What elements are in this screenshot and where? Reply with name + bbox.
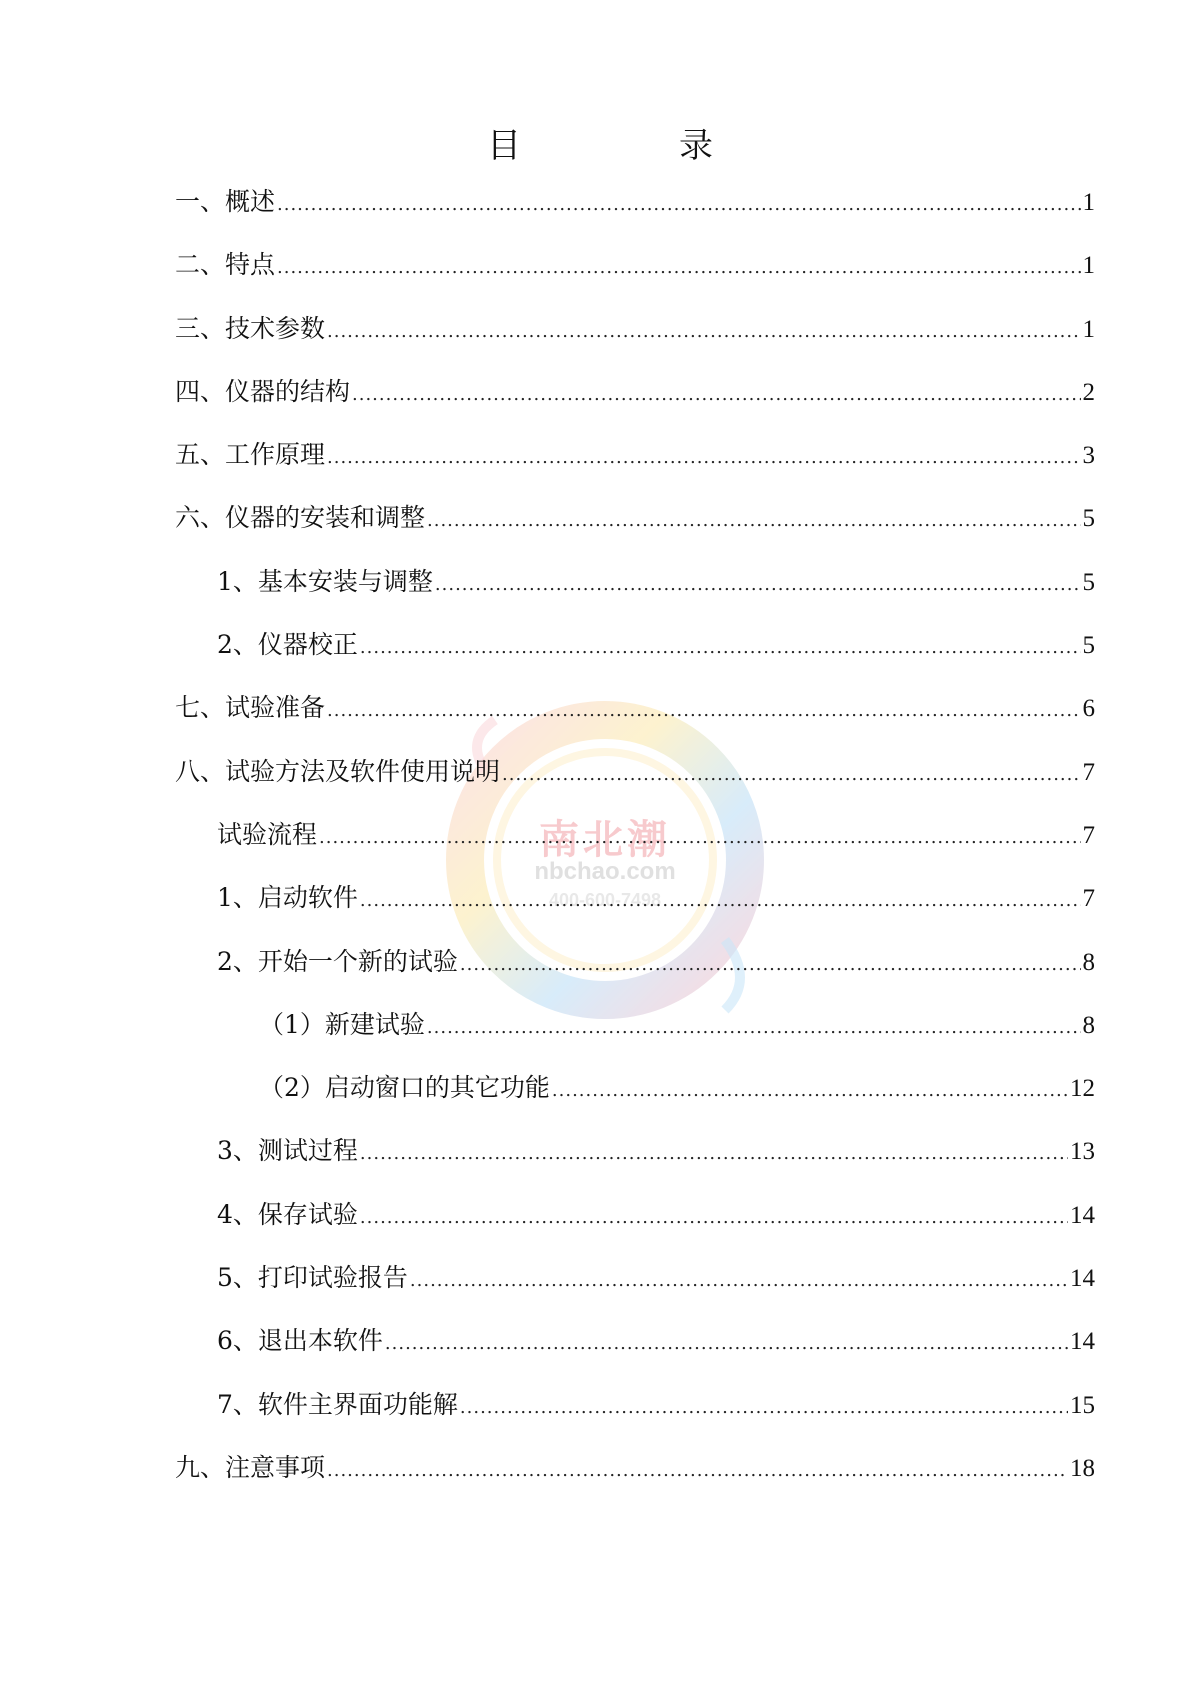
toc-entry-page-number: 1 bbox=[1082, 189, 1095, 216]
toc-entry-page-number: 15 bbox=[1070, 1391, 1095, 1419]
toc-entry-page-number: 14 bbox=[1070, 1328, 1095, 1356]
toc-entry[interactable] bbox=[175, 245, 1095, 308]
toc-entry[interactable] bbox=[175, 1195, 1095, 1258]
toc-entry-page-number: 5 bbox=[1082, 568, 1095, 596]
toc-entry-page-number: 5 bbox=[1082, 505, 1095, 533]
toc-entry[interactable] bbox=[175, 942, 1095, 1005]
toc-entry-label: 3、测试过程 bbox=[217, 1136, 358, 1166]
toc-entry-page-number: 8 bbox=[1082, 948, 1095, 976]
toc-entry[interactable] bbox=[175, 562, 1095, 625]
toc-entry-page-number: 1 bbox=[1082, 252, 1095, 280]
toc-entry[interactable] bbox=[175, 878, 1095, 941]
toc-leader-dots bbox=[319, 818, 1080, 858]
toc-entry[interactable] bbox=[175, 688, 1095, 751]
toc-entry-label: 6、退出本软件 bbox=[217, 1326, 383, 1356]
toc-entry-page-number: 18 bbox=[1070, 1454, 1095, 1482]
toc-entry[interactable] bbox=[175, 815, 1095, 878]
toc-entry[interactable] bbox=[175, 1005, 1095, 1068]
toc-leader-dots bbox=[427, 501, 1080, 541]
toc-leader-dots bbox=[502, 755, 1080, 795]
toc-entry-page-number: 8 bbox=[1082, 1011, 1095, 1039]
toc-leader-dots bbox=[552, 1071, 1068, 1111]
toc-entry-page-number: 14 bbox=[1070, 1265, 1095, 1293]
toc-entry[interactable] bbox=[175, 182, 1095, 245]
toc-entry-label: 九、注意事项 bbox=[175, 1452, 326, 1482]
toc-entry-label: 2、仪器校正 bbox=[217, 630, 358, 660]
toc-entry-page-number: 13 bbox=[1070, 1138, 1095, 1166]
toc-entry-label: 六、仪器的安装和调整 bbox=[175, 503, 426, 533]
toc-entry-label: （2）启动窗口的其它功能 bbox=[259, 1073, 550, 1103]
toc-entry[interactable] bbox=[175, 1068, 1095, 1131]
toc-entry-label: 7、软件主界面功能解 bbox=[217, 1389, 458, 1419]
toc-entry-page-number: 12 bbox=[1070, 1075, 1095, 1103]
toc-entry-label: （1）新建试验 bbox=[259, 1009, 425, 1039]
toc-leader-dots bbox=[410, 1261, 1068, 1301]
toc-entry[interactable] bbox=[175, 1385, 1095, 1448]
toc-entry-label: 1、基本安装与调整 bbox=[217, 566, 433, 596]
toc-entry[interactable] bbox=[175, 752, 1095, 815]
toc-entry-label: 八、试验方法及软件使用说明 bbox=[175, 756, 501, 786]
toc-entry-label: 试验流程 bbox=[217, 819, 318, 849]
toc-entry-label: 四、仪器的结构 bbox=[175, 376, 351, 406]
toc-leader-dots bbox=[327, 691, 1080, 731]
toc-entry[interactable] bbox=[175, 625, 1095, 688]
toc-entry-label: 2、开始一个新的试验 bbox=[217, 946, 458, 976]
toc-entry-page-number: 7 bbox=[1082, 821, 1095, 849]
toc-leader-dots bbox=[460, 1388, 1068, 1428]
toc-entry-label: 1、启动软件 bbox=[217, 883, 358, 913]
toc-entry-page-number: 14 bbox=[1070, 1201, 1095, 1229]
toc-entry[interactable] bbox=[175, 372, 1095, 435]
toc-entry-page-number: 3 bbox=[1082, 442, 1095, 470]
toc-leader-dots bbox=[360, 628, 1081, 668]
toc-entry-page-number: 2 bbox=[1082, 378, 1095, 406]
toc-entry-label: 三、技术参数 bbox=[175, 313, 326, 343]
toc-entry[interactable] bbox=[175, 1131, 1095, 1194]
toc-leader-dots bbox=[327, 1451, 1068, 1491]
toc-title: 目 录 bbox=[487, 126, 775, 166]
toc-entry[interactable] bbox=[175, 1258, 1095, 1321]
toc-entry-label: 4、保存试验 bbox=[217, 1199, 358, 1229]
toc-leader-dots bbox=[427, 1008, 1081, 1048]
toc-entry[interactable] bbox=[175, 498, 1095, 561]
watermark-cn-text: 南北潮 bbox=[539, 818, 671, 862]
toc-entry[interactable] bbox=[175, 309, 1095, 372]
toc-entry[interactable] bbox=[175, 1448, 1095, 1511]
toc-entry-label: 一、概述 bbox=[175, 187, 276, 216]
toc-entry-page-number: 7 bbox=[1082, 758, 1095, 786]
toc-entry-page-number: 1 bbox=[1082, 315, 1095, 343]
toc-entry-page-number: 7 bbox=[1082, 885, 1095, 913]
toc-entry-label: 七、试验准备 bbox=[175, 693, 326, 723]
toc-leader-dots bbox=[327, 312, 1080, 352]
toc-leader-dots bbox=[327, 438, 1080, 478]
toc-leader-dots bbox=[352, 375, 1080, 415]
toc-leader-dots bbox=[360, 881, 1081, 921]
toc-leader-dots bbox=[435, 565, 1081, 605]
toc-leader-dots bbox=[460, 945, 1081, 985]
toc-entry-page-number: 6 bbox=[1082, 695, 1095, 723]
toc-leader-dots bbox=[277, 248, 1080, 288]
toc-entry-label: 五、工作原理 bbox=[175, 440, 326, 470]
toc-entry[interactable] bbox=[175, 1321, 1095, 1384]
watermark-tel-text: 400-600-7498 bbox=[548, 890, 662, 910]
toc-entry-label: 二、特点 bbox=[175, 250, 276, 280]
toc-entry-page-number: 5 bbox=[1082, 632, 1095, 660]
toc-list bbox=[175, 182, 1095, 1511]
toc-leader-dots bbox=[385, 1324, 1068, 1364]
toc-leader-dots bbox=[360, 1134, 1068, 1174]
toc-leader-dots bbox=[277, 185, 1080, 225]
toc-leader-dots bbox=[360, 1198, 1068, 1238]
watermark-en-text: nbchao.com bbox=[534, 858, 676, 885]
toc-entry[interactable] bbox=[175, 435, 1095, 498]
toc-entry-label: 5、打印试验报告 bbox=[217, 1263, 408, 1293]
